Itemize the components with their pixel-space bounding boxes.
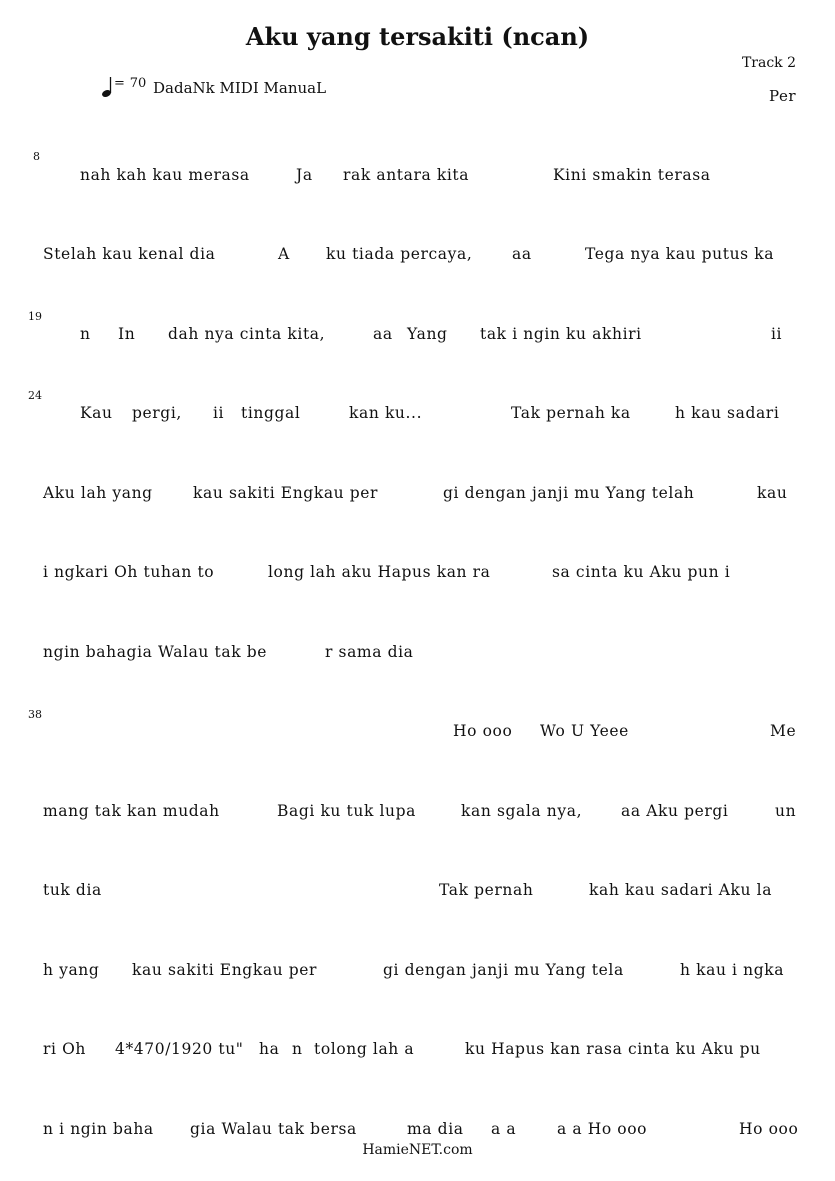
lyric-syllable: ma dia <box>407 1120 464 1138</box>
lyric-syllable: a a <box>491 1120 517 1138</box>
lyric-syllable: un <box>775 802 797 820</box>
lyric-syllable: gi dengan janji mu Yang telah <box>443 484 695 502</box>
measure-number: 38 <box>28 708 42 721</box>
lyric-syllable: Aku lah yang <box>43 484 153 502</box>
lyric-syllable: Wo U Yeee <box>540 722 629 740</box>
lyric-syllable: i ngkari Oh tuhan to <box>43 563 215 581</box>
lyric-syllable: Yang <box>407 325 448 343</box>
lyric-syllable: kah kau sadari Aku la <box>589 881 773 899</box>
lyric-syllable: Ho ooo <box>453 722 513 740</box>
lyric-syllable: ii <box>771 325 783 343</box>
lyric-syllable: pergi, <box>132 404 182 422</box>
track-label: Track 2 <box>741 55 796 71</box>
lyrics-line <box>0 802 835 824</box>
lyric-syllable: dah nya cinta kita, <box>168 325 326 343</box>
lyric-syllable: A <box>278 245 290 263</box>
lyric-syllable: Kini smakin terasa <box>553 166 711 184</box>
score-title: Aku yang tersakiti (ncan) <box>245 22 590 51</box>
first-syllable: Per <box>769 87 796 105</box>
lyric-syllable: aa Aku pergi <box>621 802 729 820</box>
lyric-syllable: ha <box>259 1040 280 1058</box>
lyric-syllable: h kau sadari <box>675 404 780 422</box>
measure-number: 24 <box>28 389 42 402</box>
lyrics-line <box>0 484 835 506</box>
lyric-syllable: ku Hapus kan rasa cinta ku Aku pu <box>465 1040 761 1058</box>
lyric-syllable: long lah aku Hapus kan ra <box>268 563 491 581</box>
lyric-syllable: ngin bahagia Walau tak be <box>43 643 268 661</box>
measure-number: 8 <box>33 150 40 163</box>
lyric-syllable: r sama dia <box>325 643 414 661</box>
lyric-syllable: Tega nya kau putus ka <box>585 245 775 263</box>
lyric-syllable: h kau i ngka <box>680 961 785 979</box>
lyric-syllable: Ho ooo <box>739 1120 799 1138</box>
credit-text: DadaNk MIDI ManuaL <box>153 79 327 97</box>
measure-number: 19 <box>28 310 42 323</box>
lyric-syllable: mang tak kan mudah <box>43 802 220 820</box>
lyrics-line <box>0 881 835 903</box>
lyrics-line <box>0 245 835 267</box>
lyrics-line <box>0 325 835 347</box>
lyric-syllable: Tak pernah <box>439 881 534 899</box>
lyric-syllable: n <box>80 325 91 343</box>
lyric-syllable: aa <box>373 325 393 343</box>
lyric-syllable: tuk dia <box>43 881 102 899</box>
lyric-syllable: tinggal <box>241 404 301 422</box>
lyrics-line <box>0 961 835 983</box>
tempo-marking <box>100 76 326 100</box>
lyrics-line <box>0 722 835 744</box>
lyric-syllable: kan ku... <box>349 404 423 422</box>
lyric-syllable: Me <box>770 722 797 740</box>
lyric-syllable: gia Walau tak bersa <box>190 1120 357 1138</box>
lyric-syllable: aa <box>512 245 532 263</box>
lyric-syllable: gi dengan janji mu Yang tela <box>383 961 624 979</box>
lyric-syllable: ii <box>213 404 225 422</box>
lyrics-line <box>0 1120 835 1142</box>
lyric-syllable: kau sakiti Engkau per <box>132 961 318 979</box>
lyric-syllable: Stelah kau kenal dia <box>43 245 216 263</box>
tempo-value: 70 <box>129 76 147 91</box>
lyric-syllable: n <box>292 1040 303 1058</box>
lyric-syllable: rak antara kita <box>343 166 470 184</box>
lyric-syllable: In <box>118 325 136 343</box>
lyric-syllable: Bagi ku tuk lupa <box>277 802 416 820</box>
quarter-note-icon <box>100 76 114 98</box>
lyric-syllable: ku tiada percaya, <box>326 245 473 263</box>
lyric-syllable: h yang <box>43 961 100 979</box>
lyric-syllable: ri Oh <box>43 1040 86 1058</box>
lyric-syllable: tolong lah a <box>314 1040 415 1058</box>
lyric-syllable: kau sakiti Engkau per <box>193 484 379 502</box>
lyric-syllable: Kau <box>80 404 113 422</box>
footer-site-link[interactable]: HamieNET.com <box>362 1142 473 1158</box>
lyric-syllable: tak i ngin ku akhiri <box>480 325 642 343</box>
lyric-syllable: n i ngin baha <box>43 1120 154 1138</box>
lyrics-line <box>0 404 835 426</box>
lyrics-line <box>0 166 835 188</box>
lyrics-line <box>0 643 835 665</box>
lyric-syllable: kan sgala nya, <box>461 802 583 820</box>
lyric-syllable: Tak pernah ka <box>511 404 631 422</box>
lyric-syllable: 4*470/1920 tu" <box>115 1040 244 1058</box>
lyric-syllable: kau <box>757 484 788 502</box>
lyrics-line <box>0 1040 835 1062</box>
lyric-syllable: Ja <box>296 166 313 184</box>
lyrics-line <box>0 563 835 585</box>
lyric-syllable: sa cinta ku Aku pun i <box>552 563 731 581</box>
lyric-syllable: nah kah kau merasa <box>80 166 250 184</box>
lyric-syllable: a a Ho ooo <box>557 1120 648 1138</box>
tempo-equals: = <box>114 76 125 91</box>
